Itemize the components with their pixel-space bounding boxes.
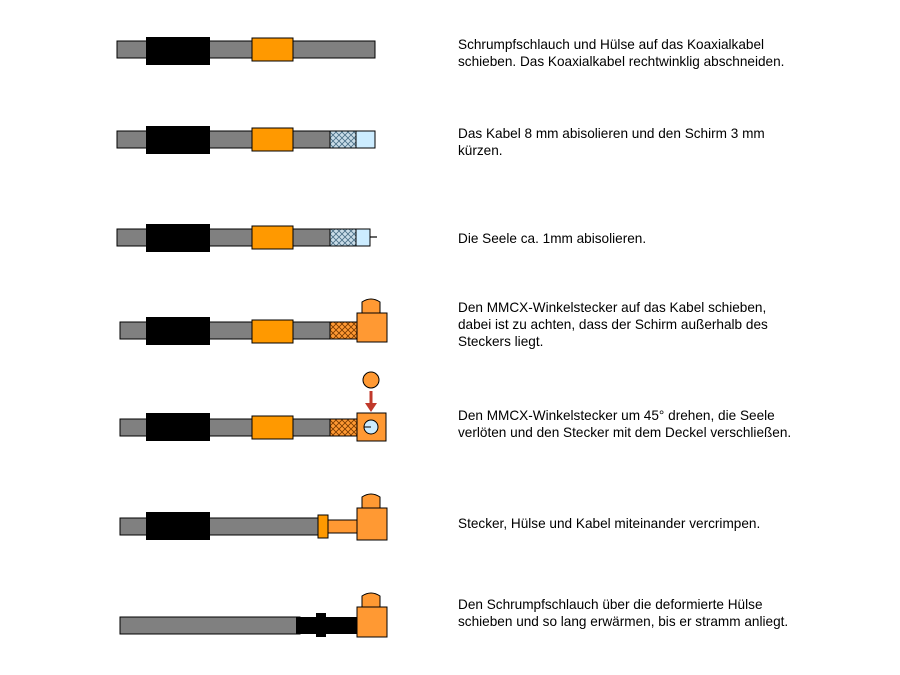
instruction-line: Stecker, Hülse und Kabel miteinander vercrimpen. <box>458 516 761 531</box>
step-7-illustration <box>120 593 387 637</box>
shield-braid <box>330 131 356 148</box>
step-1-illustration <box>117 37 375 65</box>
instruction-line: Die Seele ca. 1mm abisolieren. <box>458 231 647 246</box>
crimp-sleeve <box>252 320 293 343</box>
step-6-illustration <box>120 494 387 540</box>
crimp-sleeve <box>252 128 293 151</box>
instruction-line: verlöten und den Stecker mit dem Deckel verschließen. <box>458 425 792 440</box>
mmcx-angle-connector <box>357 593 387 637</box>
step-4-instruction <box>458 299 888 350</box>
shrink-tube-bulge <box>316 613 326 637</box>
instruction-line: Den Schrumpfschlauch über die deformierte Hülse <box>458 597 763 612</box>
instruction-line: Steckers liegt. <box>458 334 544 349</box>
step-5-instruction <box>458 407 888 441</box>
crimped-sleeve-neck <box>328 520 360 533</box>
shrink-tube <box>146 37 210 65</box>
crimp-sleeve <box>252 416 293 439</box>
cable-jacket <box>120 617 300 634</box>
shrink-tube <box>146 224 210 252</box>
connector-lid <box>363 372 379 388</box>
crimp-sleeve <box>252 226 293 249</box>
step-3-instruction <box>458 230 888 247</box>
step-5-illustration <box>120 372 386 441</box>
step-3-illustration <box>117 224 377 252</box>
shield-braid <box>330 229 356 246</box>
step-6-instruction <box>458 515 888 532</box>
instruction-line: Den MMCX-Winkelstecker um 45° drehen, die Seele <box>458 408 775 423</box>
instruction-line: Das Kabel 8 mm abisolieren und den Schirm 3 mm <box>458 126 765 141</box>
shrink-tube <box>296 617 360 634</box>
shrink-tube <box>146 317 210 345</box>
instruction-line: schieben. Das Koaxialkabel rechtwinklig abschneiden. <box>458 54 785 69</box>
shield-braid <box>330 322 357 339</box>
step-1-instruction <box>458 36 888 70</box>
step-7-instruction <box>458 596 888 630</box>
shield-braid <box>330 419 357 436</box>
instruction-line: dabei ist zu achten, dass der Schirm außerhalb des <box>458 317 768 332</box>
shrink-tube <box>146 413 210 441</box>
step-2-illustration <box>117 126 375 154</box>
instruction-line: kürzen. <box>458 143 503 158</box>
instruction-line: Den MMCX-Winkelstecker auf das Kabel schieben, <box>458 300 767 315</box>
shrink-tube <box>146 126 210 154</box>
dielectric <box>356 229 370 246</box>
step-4-illustration <box>120 299 387 345</box>
instruction-line: schieben und so lang erwärmen, bis er stramm anliegt. <box>458 614 789 629</box>
mmcx-angle-connector <box>357 494 387 540</box>
instruction-line: Schrumpfschlauch und Hülse auf das Koaxialkabel <box>458 37 765 52</box>
dielectric <box>356 131 375 148</box>
mmcx-angle-connector <box>357 299 387 342</box>
shrink-tube <box>146 512 210 540</box>
step-2-instruction <box>458 125 888 159</box>
crimp-sleeve <box>252 38 293 61</box>
crimped-sleeve <box>318 515 328 538</box>
arrow-down-icon <box>365 403 377 412</box>
